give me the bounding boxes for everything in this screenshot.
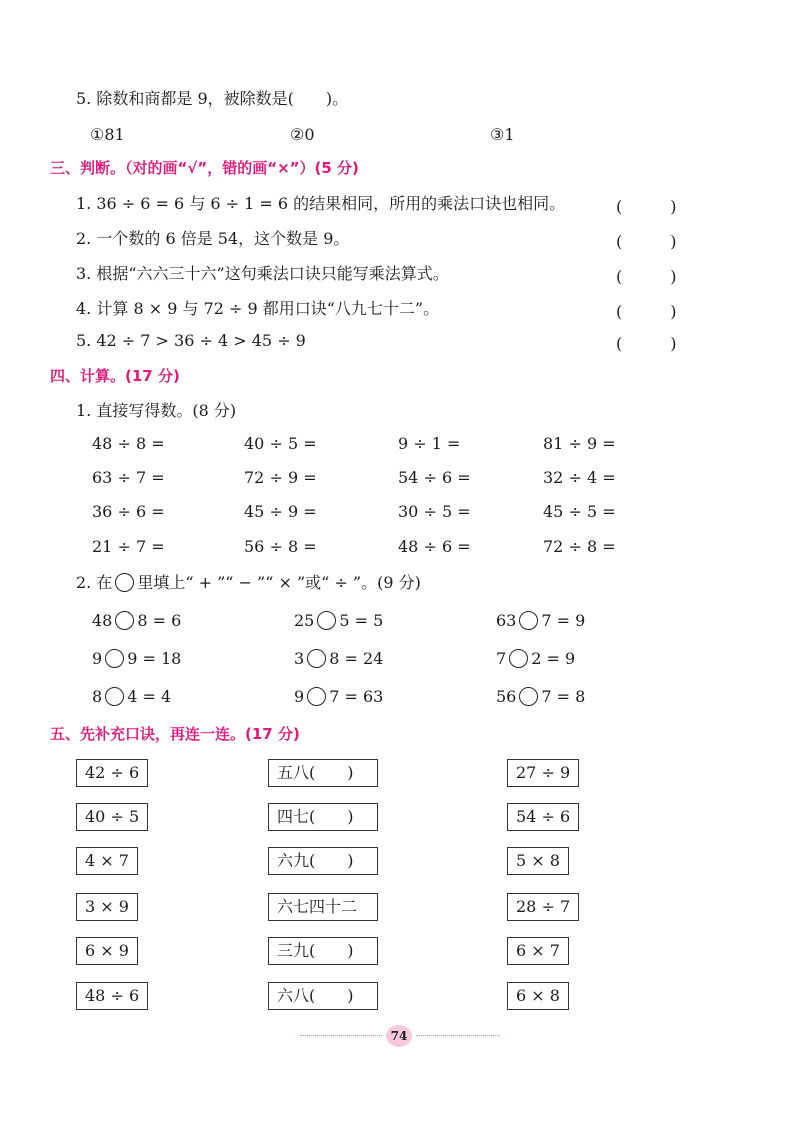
middle-box-6[interactable]: 六八( ) [268,982,378,1010]
left-box-2[interactable]: 40 ÷ 5 [76,803,148,831]
left-box-4[interactable]: 3 × 9 [76,893,138,921]
op-r2-c1 [92,649,181,669]
operator-circle[interactable] [307,687,326,706]
operator-circle[interactable] [509,649,528,668]
right-box-4[interactable]: 28 ÷ 7 [507,893,579,921]
op-left: 9 [294,687,305,706]
op-r3-c1 [92,687,171,707]
sub2-suffix: 里填上“ + ”“ − ”“ × ”或“ ÷ ”。(9 分) [137,573,421,592]
calc-r3-c3: 30 ÷ 5 = [398,502,471,521]
calc-r1-c4: 81 ÷ 9 = [543,434,616,453]
op-right: 7 = 63 [329,687,384,706]
left-box-6[interactable]: 48 ÷ 6 [76,982,148,1010]
judge-answer-2[interactable]: ( ) [616,232,677,251]
judge-item-3: 3. 根据“六六三十六”这句乘法口诀只能写乘法算式。 [76,264,449,283]
section-5-heading: 五、先补充口诀，再连一连。(17 分) [50,725,300,743]
calc-r4-c3: 48 ÷ 6 = [398,537,471,556]
page-number: 74 [386,1025,412,1047]
sub2-prefix: 2. 在 [76,573,113,592]
section-3-heading: 三、判断。（对的画“√”，错的画“×”）(5 分) [50,159,359,177]
judge-answer-1[interactable]: ( ) [616,197,677,216]
judge-item-5: 5. 42 ÷ 7 > 36 ÷ 4 > 45 ÷ 9 [76,331,306,350]
middle-box-4[interactable]: 六七四十二 [268,893,378,921]
calc-r4-c2: 56 ÷ 8 = [244,537,317,556]
op-right: 4 = 4 [127,687,172,706]
left-box-3[interactable]: 4 × 7 [76,847,138,875]
op-left: 8 [92,687,103,706]
op-right: 8 = 6 [137,611,182,630]
judge-item-1: 1. 36 ÷ 6 = 6 与 6 ÷ 1 = 6 的结果相同，所用的乘法口诀也相同。 [76,194,566,213]
calc-r2-c3: 54 ÷ 6 = [398,468,471,487]
op-left: 48 [92,611,113,630]
right-box-3[interactable]: 5 × 8 [507,847,569,875]
operator-circle[interactable] [519,611,538,630]
operator-circle[interactable] [115,611,134,630]
op-r2-c3 [496,649,575,669]
op-r1-c2 [294,611,383,631]
left-box-1[interactable]: 42 ÷ 6 [76,759,148,787]
op-left: 9 [92,649,103,668]
calc-r2-c2: 72 ÷ 9 = [244,468,317,487]
operator-circle[interactable] [317,611,336,630]
page-footer [300,1025,500,1047]
op-r3-c3 [496,687,585,707]
judge-answer-5[interactable]: ( ) [616,334,677,353]
circle-icon [115,573,134,592]
calc-r2-c1: 63 ÷ 7 = [92,468,165,487]
middle-box-5[interactable]: 三九( ) [268,937,378,965]
dotted-rule-right [416,1035,500,1036]
calc-r3-c4: 45 ÷ 5 = [543,502,616,521]
op-left: 25 [294,611,315,630]
middle-box-2[interactable]: 四七( ) [268,803,378,831]
op-right: 5 = 5 [339,611,384,630]
calc-r4-c4: 72 ÷ 8 = [543,537,616,556]
op-left: 63 [496,611,517,630]
op-right: 2 = 9 [531,649,576,668]
section-4-sub2 [76,573,421,593]
right-box-2[interactable]: 54 ÷ 6 [507,803,579,831]
op-left: 7 [496,649,507,668]
calc-r2-c4: 32 ÷ 4 = [543,468,616,487]
op-left: 56 [496,687,517,706]
calc-r3-c2: 45 ÷ 9 = [244,502,317,521]
operator-circle[interactable] [307,649,326,668]
judge-answer-4[interactable]: ( ) [616,302,677,321]
op-left: 3 [294,649,305,668]
option-1: ①81 [90,125,125,144]
right-box-5[interactable]: 6 × 7 [507,937,569,965]
calc-r1-c2: 40 ÷ 5 = [244,434,317,453]
calc-r1-c1: 48 ÷ 8 = [92,434,165,453]
calc-r4-c1: 21 ÷ 7 = [92,537,165,556]
op-right: 8 = 24 [329,649,384,668]
calc-r1-c3: 9 ÷ 1 = [398,434,461,453]
left-box-5[interactable]: 6 × 9 [76,937,138,965]
middle-box-1[interactable]: 五八( ) [268,759,378,787]
dotted-rule-left [300,1035,382,1036]
op-right: 9 = 18 [127,649,182,668]
option-2: ②0 [290,125,315,144]
right-box-1[interactable]: 27 ÷ 9 [507,759,579,787]
op-r1-c3 [496,611,585,631]
judge-answer-3[interactable]: ( ) [616,267,677,286]
operator-circle[interactable] [105,687,124,706]
option-3: ③1 [490,125,515,144]
operator-circle[interactable] [105,649,124,668]
judge-item-2: 2. 一个数的 6 倍是 54，这个数是 9。 [76,229,350,248]
op-r1-c1 [92,611,181,631]
section-4-heading: 四、计算。(17 分) [50,367,180,385]
calc-r3-c1: 36 ÷ 6 = [92,502,165,521]
op-right: 7 = 9 [541,611,586,630]
operator-circle[interactable] [519,687,538,706]
section-4-sub1: 1. 直接写得数。(8 分) [76,401,237,420]
question-5-text: 5. 除数和商都是 9，被除数是( )。 [76,89,349,108]
op-right: 7 = 8 [541,687,586,706]
op-r3-c2 [294,687,383,707]
middle-box-3[interactable]: 六九( ) [268,847,378,875]
judge-item-4: 4. 计算 8 × 9 与 72 ÷ 9 都用口诀“八九七十二”。 [76,299,440,318]
op-r2-c2 [294,649,383,669]
right-box-6[interactable]: 6 × 8 [507,982,569,1010]
